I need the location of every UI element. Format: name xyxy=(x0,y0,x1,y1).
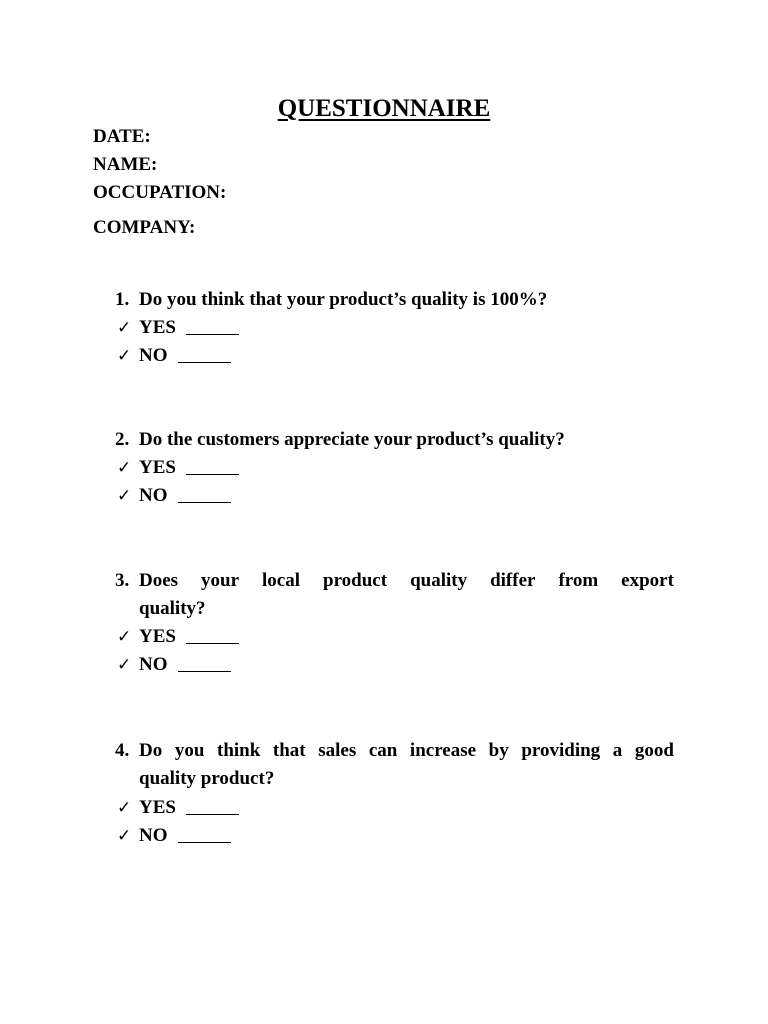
answer-blank[interactable] xyxy=(186,797,239,815)
answer-blank[interactable] xyxy=(178,654,231,672)
question-2-number: 2. xyxy=(115,429,130,450)
occupation-field-label: OCCUPATION: xyxy=(93,182,227,203)
word: Do xyxy=(139,740,163,761)
question-1-no-option[interactable] xyxy=(117,345,231,367)
no-label: NO xyxy=(139,345,168,366)
page-title: QUESTIONNAIRE xyxy=(277,95,491,122)
answer-blank[interactable] xyxy=(186,457,239,475)
check-icon: ✓ xyxy=(117,486,132,506)
answer-blank[interactable] xyxy=(178,485,231,503)
check-icon: ✓ xyxy=(117,826,132,846)
check-icon: ✓ xyxy=(117,318,132,338)
answer-blank[interactable] xyxy=(186,317,239,335)
no-label: NO xyxy=(139,825,168,846)
date-field-label: DATE: xyxy=(93,126,151,147)
question-1-yes-option[interactable] xyxy=(117,317,239,339)
word: increase xyxy=(409,740,477,761)
question-4-text-line1 xyxy=(139,740,674,762)
yes-label: YES xyxy=(139,457,176,478)
word: your xyxy=(201,570,240,591)
word: by xyxy=(488,740,509,761)
word: a xyxy=(612,740,623,761)
company-field-label: COMPANY: xyxy=(93,217,196,238)
question-3-number: 3. xyxy=(115,570,130,591)
question-3-no-option[interactable] xyxy=(117,654,231,676)
yes-label: YES xyxy=(139,317,176,338)
no-label: NO xyxy=(139,485,168,506)
word: you xyxy=(174,740,205,761)
question-3-text-line1 xyxy=(139,570,674,592)
question-1-text: Do you think that your product’s quality is 100%? xyxy=(139,289,548,310)
check-icon: ✓ xyxy=(117,655,132,675)
question-4-text-line2: quality product? xyxy=(139,768,275,789)
word: can xyxy=(368,740,398,761)
question-4-number: 4. xyxy=(115,740,130,761)
question-3-text-line2: quality? xyxy=(139,598,206,619)
word: that xyxy=(272,740,306,761)
word: think xyxy=(217,740,261,761)
question-3-yes-option[interactable] xyxy=(117,626,239,648)
word: product xyxy=(323,570,388,591)
word: quality xyxy=(410,570,468,591)
check-icon: ✓ xyxy=(117,627,132,647)
word: differ xyxy=(490,570,536,591)
answer-blank[interactable] xyxy=(178,825,231,843)
word: providing xyxy=(521,740,601,761)
word: local xyxy=(262,570,301,591)
word: from xyxy=(558,570,599,591)
no-label: NO xyxy=(139,654,168,675)
question-2-no-option[interactable] xyxy=(117,485,231,507)
check-icon: ✓ xyxy=(117,798,132,818)
check-icon: ✓ xyxy=(117,346,132,366)
yes-label: YES xyxy=(139,626,176,647)
check-icon: ✓ xyxy=(117,458,132,478)
name-field-label: NAME: xyxy=(93,154,158,175)
answer-blank[interactable] xyxy=(186,626,239,644)
question-4-no-option[interactable] xyxy=(117,825,231,847)
word: Does xyxy=(139,570,179,591)
question-1-number: 1. xyxy=(115,289,130,310)
answer-blank[interactable] xyxy=(178,345,231,363)
yes-label: YES xyxy=(139,797,176,818)
question-2-text: Do the customers appreciate your product’s quality? xyxy=(139,429,565,450)
word: export xyxy=(621,570,674,591)
word: sales xyxy=(318,740,357,761)
question-2-yes-option[interactable] xyxy=(117,457,239,479)
word: good xyxy=(634,740,674,761)
question-4-yes-option[interactable] xyxy=(117,797,239,819)
